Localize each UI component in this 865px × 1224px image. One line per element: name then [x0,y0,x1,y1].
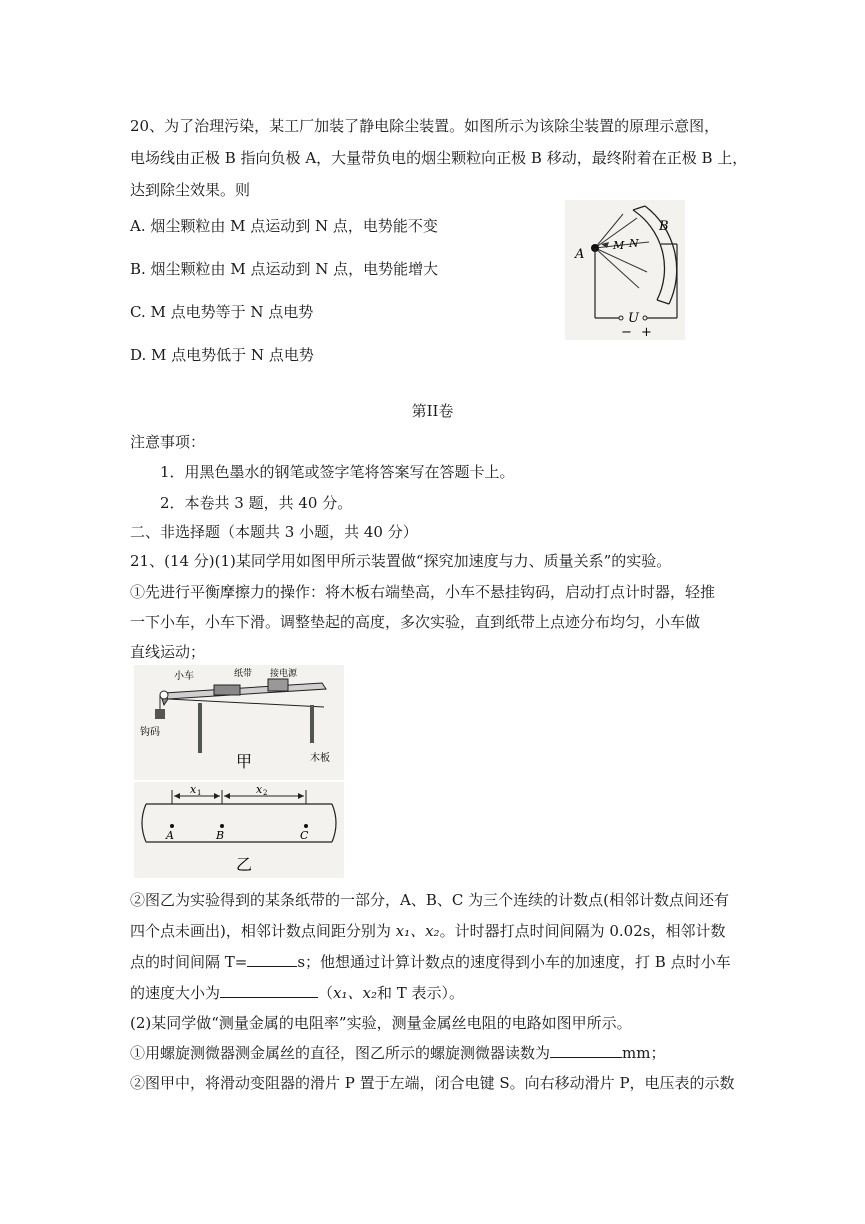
point-c: C [300,829,309,842]
text: mm； [622,1044,666,1062]
q21-p5: ②图甲中，将滑动变阻器的滑片 P 置于左端，闭合电键 S。向右移动滑片 P，电压表的示数 [130,1074,735,1092]
q21-p2-line-3 [130,952,731,972]
q21-p1-line-3: 直线运动； [130,643,206,661]
q20-option-b: B. 烟尘颗粒由 M 点运动到 N 点，电势能增大 [130,260,439,278]
caption-yi: 乙 [236,855,253,874]
label-plus: + [641,325,652,340]
tape-figure [134,782,344,878]
label-n: N [629,237,639,250]
label-car: 小车 [174,671,194,682]
caption-jia: 甲 [236,752,253,771]
q21-intro: 21、(14 分)(1)某同学用如图甲所示装置做“探究加速度与力、质量关系”的实验。 [130,552,672,570]
text: 点的时间间隔 T= [130,953,248,971]
part2-title: 第II卷 [411,402,454,420]
label-u: U [628,311,639,326]
text: s；他想通过计算计数点的速度得到小车的加速度，打 B 点时小车 [297,953,731,971]
label-b: B [659,219,669,234]
label-hook: 钩码 [140,727,160,738]
answer-blank-t[interactable] [247,952,297,967]
point-a: A [166,829,174,842]
notice-heading: 注意事项： [130,433,206,451]
label-x1: x [190,783,197,796]
answer-blank-vb[interactable] [220,983,318,998]
label-minus: − [621,325,632,340]
precipitator-figure [565,200,685,340]
q20-stem-line-2: 电场线由正极 B 指向负极 A，大量带负电的烟尘颗粒向正极 B 移动，最终附着在正极 B 上， [130,149,748,167]
var-x: x₁、x₂ [333,984,377,1002]
q20-option-d: D. M 点电势低于 N 点电势 [130,346,314,364]
q21-p4 [130,1043,665,1063]
q21-p2-line-2 [130,921,725,941]
label-x2: x [256,783,263,796]
var-x: x₁、x₂ [395,922,440,940]
text: 的速度大小为 [130,984,221,1002]
label-a: A [575,247,585,262]
apparatus-figure [134,665,344,780]
q21-p3: (2)某同学做“测量金属的电阻率”实验，测量金属丝电阻的电路如图甲所示。 [130,1014,632,1032]
q21-p2-line-4 [130,983,464,1003]
label-x2-sub: 2 [263,789,268,797]
notice-2: 2．本卷共 3 题，共 40 分。 [160,494,353,512]
q20-option-a: A. 烟尘颗粒由 M 点运动到 N 点，电势能不变 [130,217,438,235]
notice-1: 1．用黑色墨水的钢笔或签字笔将答案写在答题卡上。 [160,463,515,481]
q20-option-c: C. M 点电势等于 N 点电势 [130,303,314,321]
text: 。计时器打点时间间隔为 0.02s，相邻计数 [439,922,726,940]
answer-blank-mm[interactable] [550,1043,622,1058]
q20-stem-line-1: 20、为了治理污染，某工厂加装了静电除尘装置。如图所示为该除尘装置的原理示意图， [130,117,720,135]
label-m: M [613,239,625,252]
q21-p2-line-1: ②图乙为实验得到的某条纸带的一部分，A、B、C 为三个连续的计数点(相邻计数点间还有 [130,891,729,909]
text: ①用螺旋测微器测金属丝的直径，图乙所示的螺旋测微器读数为 [130,1044,551,1062]
q21-p1-line-1: ①先进行平衡摩擦力的操作：将木板右端垫高，小车不悬挂钩码，启动打点计时器，轻推 [130,583,716,601]
text: （ [318,984,334,1002]
text: 四个点未画出)，相邻计数点间距分别为 [130,922,396,940]
label-tape: 纸带 [234,669,253,679]
text: 和 T 表示）。 [376,984,465,1002]
label-timer: 接电源 [270,669,298,679]
label-x1-sub: 1 [197,789,202,797]
label-board: 木板 [310,753,330,764]
q21-p1-line-2: 一下小车，小车下滑。调整垫起的高度，多次实验，直到纸带上点迹分布均匀，小车做 [130,613,701,631]
section-heading: 二、非选择题（本题共 3 小题，共 40 分） [130,523,418,541]
point-b: B [216,829,225,842]
q20-stem-line-3: 达到除尘效果。则 [130,181,251,199]
